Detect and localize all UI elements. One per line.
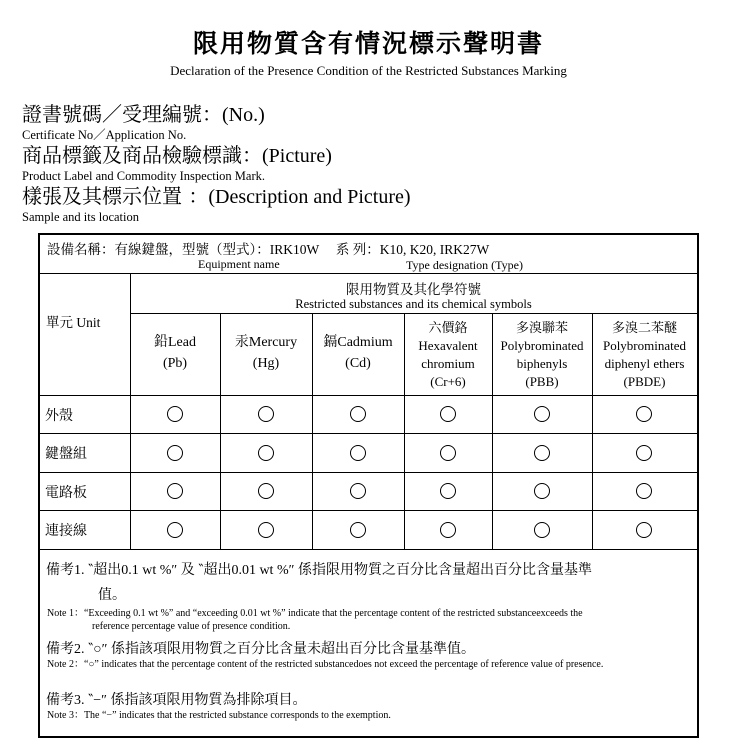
substance-table bbox=[38, 233, 699, 738]
notes-divider bbox=[40, 549, 697, 550]
presence-mark-circle bbox=[440, 445, 456, 461]
certificate-number-sublabel: Certificate No／Application No. bbox=[22, 128, 187, 142]
sample-location-en: (Description and Picture) bbox=[208, 186, 411, 208]
note-1-zh: 備考1. ‶超出0.1 wt %″ 及 ‶超出0.01 wt %″ 係指限用物質之百分比含量超出百分比含量基準 bbox=[46, 563, 592, 578]
product-label-en: (Picture) bbox=[262, 145, 332, 167]
equipment-line: 設備名稱：有線鍵盤，型號（型式）：IRK10W 系 列：K10, K20, IRK27W bbox=[47, 242, 490, 257]
presence-mark-circle bbox=[636, 445, 652, 461]
substance-cadmium: 鎘Cadmium (Cd) bbox=[323, 335, 393, 371]
substance-pbde: 多溴二苯醚 Polybrominated diphenyl ethers (PBDE) bbox=[602, 320, 687, 389]
presence-mark-circle bbox=[350, 406, 366, 422]
presence-mark-circle bbox=[258, 483, 274, 499]
presence-mark-circle bbox=[636, 483, 652, 499]
certificate-number-field bbox=[22, 101, 265, 142]
note-3-en: Note 3：The “−” indicates that the restricted substance corresponds to the exemption. bbox=[47, 710, 391, 721]
equipment-name-en: Equipment name bbox=[198, 257, 280, 271]
row-divider bbox=[40, 510, 697, 511]
presence-mark-circle bbox=[440, 522, 456, 538]
note-1-en: Note 1：“Exceeding 0.1 wt %” and “exceeding 0.01 wt %” indicate that the percentage content of the restricted substanceexceeds the bbox=[47, 608, 583, 619]
substance-lead: 鉛Lead (Pb) bbox=[154, 335, 196, 371]
note-1-zh-cont: 值。 bbox=[98, 588, 126, 603]
column-divider bbox=[492, 313, 493, 549]
row-divider bbox=[40, 273, 697, 274]
presence-mark-circle bbox=[636, 522, 652, 538]
presence-mark-circle bbox=[167, 522, 183, 538]
presence-mark-circle bbox=[440, 483, 456, 499]
note-3-zh: 備考3. ‶−″ 係指該項限用物質為排除項目。 bbox=[46, 693, 307, 708]
presence-mark-circle bbox=[167, 406, 183, 422]
presence-mark-circle bbox=[167, 483, 183, 499]
note-2-zh: 備考2. ‶○″ 係指該項限用物質之百分比含量未超出百分比含量基準值。 bbox=[46, 642, 476, 657]
presence-mark-circle bbox=[350, 445, 366, 461]
restricted-substances-header-en: Restricted substances and its chemical symbols bbox=[295, 297, 532, 311]
column-divider bbox=[312, 313, 313, 549]
presence-mark-circle bbox=[258, 445, 274, 461]
row-divider bbox=[40, 395, 697, 396]
type-designation-en: Type designation (Type) bbox=[406, 258, 523, 272]
header-divider bbox=[130, 313, 697, 314]
presence-mark-circle bbox=[167, 445, 183, 461]
unit-cell-circuit-board: 電路板 bbox=[45, 486, 87, 501]
unit-cell-housing: 外殼 bbox=[45, 409, 73, 424]
presence-mark-circle bbox=[350, 483, 366, 499]
declaration-subtitle: Declaration of the Presence Condition of the Restricted Substances Marking bbox=[170, 63, 567, 78]
presence-mark-circle bbox=[534, 522, 550, 538]
row-divider bbox=[40, 472, 697, 473]
product-label-sublabel: Product Label and Commodity Inspection Mark. bbox=[22, 169, 266, 183]
presence-mark-circle bbox=[440, 406, 456, 422]
unit-header: 單元 Unit bbox=[46, 315, 101, 330]
sample-location-sublabel: Sample and its location bbox=[22, 210, 139, 224]
product-label-field bbox=[22, 142, 332, 183]
column-divider bbox=[404, 313, 405, 549]
presence-mark-circle bbox=[636, 406, 652, 422]
unit-cell-cable: 連接線 bbox=[45, 524, 87, 539]
unit-cell-keyboard: 鍵盤組 bbox=[45, 447, 87, 462]
product-label-label: 商品標籤及商品檢驗標識： bbox=[22, 143, 262, 167]
restricted-substances-header-zh: 限用物質及其化學符號 bbox=[346, 282, 481, 297]
sample-location-label: 樣張及其標示位置 ： bbox=[22, 184, 209, 208]
presence-mark-circle bbox=[534, 406, 550, 422]
sample-location-field bbox=[22, 183, 411, 224]
substance-mercury: 汞Mercury (Hg) bbox=[234, 335, 298, 371]
substance-pbb: 多溴聯苯 Polybrominated biphenyls (PBB) bbox=[500, 320, 584, 389]
note-1-en-cont: reference percentage value of presence condition. bbox=[92, 621, 291, 632]
column-divider bbox=[592, 313, 593, 549]
note-2-en: Note 2：“○” indicates that the percentage content of the restricted substancedoes not exceed the percentage of reference value of presence. bbox=[47, 659, 604, 670]
presence-mark-circle bbox=[258, 522, 274, 538]
presence-mark-circle bbox=[258, 406, 274, 422]
column-divider bbox=[220, 313, 221, 549]
substance-hexavalent-chromium: 六價鉻 Hexavalent chromium (Cr+6) bbox=[418, 320, 478, 389]
row-divider bbox=[40, 433, 697, 434]
declaration-title: 限用物質含有情況標示聲明書 bbox=[192, 29, 544, 58]
column-divider bbox=[130, 273, 131, 549]
certificate-number-en: (No.) bbox=[222, 104, 265, 126]
certificate-number-label: 證書號碼／受理編號： bbox=[22, 102, 222, 126]
presence-mark-circle bbox=[350, 522, 366, 538]
presence-mark-circle bbox=[534, 445, 550, 461]
presence-mark-circle bbox=[534, 483, 550, 499]
